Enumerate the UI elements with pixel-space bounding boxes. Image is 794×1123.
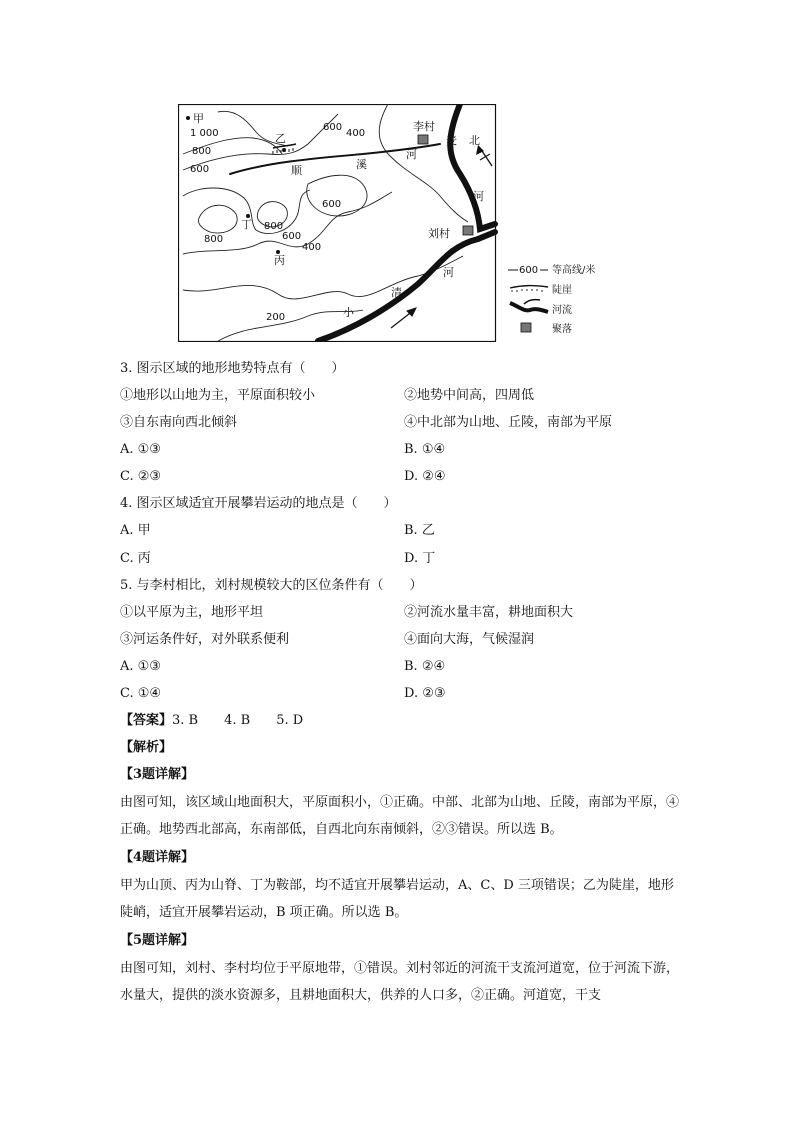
q5-option-d: D. ②③ [404, 686, 446, 701]
label-bing: 丙 [274, 254, 285, 267]
analysis-q4-heading: 【4题详解】 [120, 850, 195, 865]
legend-cliff-label: 陡崖 [552, 285, 572, 296]
q3-statement-4: ④中北部为山地、丘陵，南部为平原 [404, 415, 613, 430]
elev-400-a: 400 [346, 128, 366, 139]
label-ding: 丁 [241, 218, 252, 231]
elev-600-a: 600 [190, 164, 210, 175]
q3-option-d: D. ②④ [404, 469, 446, 484]
q4-stem: 4. 图示区域适宜开展攀岩运动的地点是（ ） [120, 496, 397, 511]
elev-600-b: 600 [323, 122, 343, 133]
q3-option-b: B. ①④ [404, 442, 446, 457]
q3-option-c: C. ②③ [120, 469, 162, 484]
q3-statement-3: ③自东南向西北倾斜 [120, 415, 238, 430]
analysis-q4-text: 甲为山顶、丙为山脊、丁为鞍部，均不适宜开展攀岩运动，A、C、D 三项错误；乙为陡崖，地形陡峭，适宜开展攀岩运动，B 项正确。所以选 B。 [120, 878, 674, 920]
elev-600-d: 600 [282, 231, 302, 242]
q5-statement-4: ④面向大海，气候湿润 [404, 632, 535, 647]
river-char-he3: 河 [443, 266, 454, 279]
legend-settlement-label: 聚落 [552, 324, 572, 335]
analysis-label: 【解析】 [120, 740, 173, 755]
q5-statement-1: ①以平原为主，地形平坦 [120, 605, 264, 620]
flow-arrow-icon [391, 308, 416, 328]
q4-option-d: D. 丁 [404, 551, 436, 566]
elev-200: 200 [266, 312, 286, 323]
q5-option-b: B. ②④ [404, 659, 446, 674]
label-licun: 李村 [413, 120, 435, 133]
analysis-q5-heading: 【5题详解】 [120, 933, 195, 948]
river-char-qing: 清 [391, 286, 402, 299]
north-label: 北 [469, 134, 480, 147]
q5-statement-3: ③河运条件好，对外联系便利 [120, 632, 290, 647]
q3-stem: 3. 图示区域的地形地势特点有（ ） [120, 361, 345, 376]
q4-option-b: B. 乙 [404, 523, 435, 538]
answer-text: 3. B 4. B 5. D [172, 713, 304, 728]
q3-statement-2: ②地势中间高，四周低 [404, 388, 535, 403]
elev-800-b: 800 [204, 234, 224, 245]
answer-line [120, 712, 303, 730]
label-yi: 乙 [275, 132, 286, 145]
elev-800-a: 800 [192, 146, 212, 157]
legend-river-label: 河流 [552, 305, 572, 316]
contour-map [178, 104, 618, 342]
map-legend [508, 263, 595, 335]
jia-point [186, 116, 190, 120]
q5-option-a: A. ①③ [120, 659, 161, 674]
elev-1000: 1 000 [190, 128, 219, 139]
xiaoqing-river [318, 232, 495, 341]
elev-800-c: 800 [264, 221, 284, 232]
analysis-q3-heading: 【3题详解】 [120, 767, 195, 782]
river-char-xiao: 小 [343, 306, 354, 319]
q5-option-c: C. ①④ [120, 686, 162, 701]
q4-option-c: C. 丙 [120, 551, 151, 566]
legend-contour-sample: 600 [519, 265, 539, 276]
river-char-mai: 麦 [446, 134, 457, 147]
yi-point [282, 148, 286, 152]
analysis-q3-text: 由图可知，该区域山地面积大，平原面积小，①正确。中部、北部为山地、丘陵，南部为平原，④正确。地势西北部高，东南部低，自西北向东南倾斜，②③错误。所以选 B。 [120, 795, 680, 837]
river-char-xi: 溪 [356, 158, 367, 171]
north-arrow-icon [476, 145, 492, 166]
elev-400-b: 400 [302, 242, 322, 253]
river-char-shun: 顺 [291, 164, 302, 177]
label-liucun: 刘村 [428, 227, 450, 240]
liucun-settlement [463, 226, 473, 235]
elev-600-c: 600 [322, 199, 342, 210]
legend-contour-label: 等高线/米 [552, 265, 596, 276]
analysis-q5-text: 由图可知，刘村、李村均位于平原地带，①错误。刘村邻近的河流干支流河道宽，位于河流下游，水量大，提供的淡水资源多，且耕地面积大，供养的人口多，②正确。河道宽，干支 [120, 961, 680, 1003]
q5-statement-2: ②河流水量丰富，耕地面积大 [404, 605, 574, 620]
q3-option-a: A. ①③ [120, 442, 161, 457]
q5-stem: 5. 与李村相比，刘村规模较大的区位条件有（ ） [120, 578, 423, 593]
q4-option-a: A. 甲 [120, 523, 151, 538]
answer-label: 【答案】 [120, 713, 173, 728]
river-char-he1: 河 [406, 148, 417, 161]
q3-statement-1: ①地形以山地为主，平原面积较小 [120, 388, 316, 403]
river-char-he2: 河 [473, 190, 484, 203]
label-jia: 甲 [193, 112, 204, 125]
maihe-river [450, 104, 495, 229]
licun-settlement [418, 135, 428, 144]
